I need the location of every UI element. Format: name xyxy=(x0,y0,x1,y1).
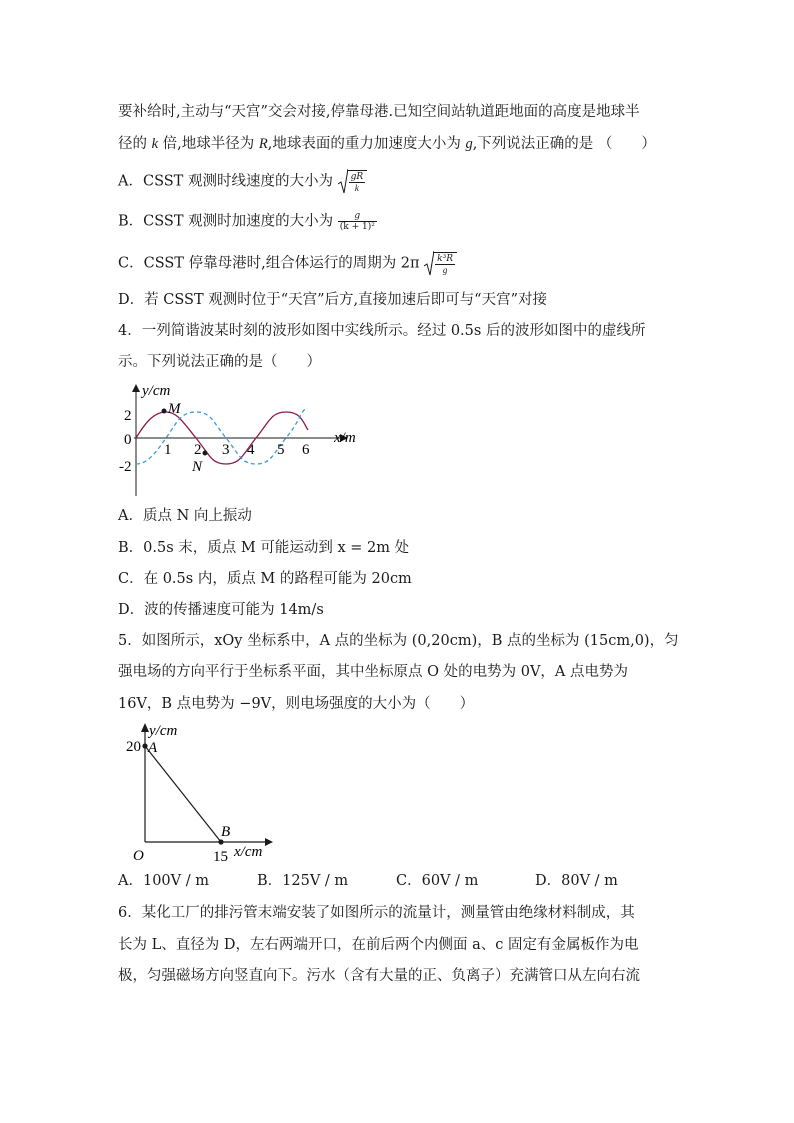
q3-stem-line1: 要补给时,主动与“天宫”交会对接,停靠母港.已知空间站轨道距地面的高度是地球半 xyxy=(118,104,640,120)
y-axis-arrow xyxy=(141,723,149,732)
q6-line2: 长为 L、直径为 D，左右两端开口，在前后两个内侧面 a、c 固定有金属板作为电 xyxy=(118,937,639,953)
x-tick: 1 xyxy=(164,442,172,458)
x-tick: 2 xyxy=(194,442,202,458)
fraction: $\frac{g}{\text{(k + 1)²}}$ xyxy=(339,211,375,232)
q5-option-d: D．80V / m xyxy=(535,873,618,889)
x-tick: 4 xyxy=(247,442,255,458)
x-tick: 5 xyxy=(277,442,285,458)
q4-option-b: B．0.5s 末，质点 M 可能运动到 x = 2m 处 xyxy=(118,540,410,556)
q3-option-a: A．CSST 观测时线速度的大小为 $\frac{gR}{k}$ xyxy=(118,170,367,193)
q3-option-c: C．CSST 停靠母港时,组合体运行的周期为 2π $\frac{\text{k³R}}{g}$ xyxy=(118,252,457,275)
x-tick: 3 xyxy=(222,442,230,458)
q5-option-a: A．100V / m xyxy=(118,873,209,889)
q4-option-a: A．质点 N 向上振动 xyxy=(118,508,252,524)
y-tick: 0 xyxy=(124,432,132,448)
q5-option-b: B．125V / m xyxy=(257,873,349,889)
q4-option-c: C．在 0.5s 内，质点 M 的路程可能为 20cm xyxy=(118,571,412,587)
point-b-label: B xyxy=(221,824,231,840)
y-axis-label: y/cm xyxy=(142,383,171,399)
q5-stem-line3: 16V，B 点电势为 −9V，则电场强度的大小为（ ） xyxy=(118,696,475,712)
point-a xyxy=(142,743,147,748)
y-tick: 20 xyxy=(126,739,141,755)
wave-figure xyxy=(112,380,372,498)
q5-option-c: C．60V / m xyxy=(396,873,479,889)
y-axis-arrow xyxy=(132,384,140,392)
point-n-label: N xyxy=(192,459,203,475)
field-figure xyxy=(115,718,285,868)
x-axis-label: x/m xyxy=(334,430,356,446)
x-axis-label: x/cm xyxy=(234,844,263,860)
q5-stem-line1: 5．如图所示，xOy 坐标系中，A 点的坐标为 (0,20cm)，B 点的坐标为 (15cm,0)，匀 xyxy=(118,633,679,649)
q6-line3: 极，匀强磁场方向竖直向下。污水（含有大量的正、负离子）充满管口从左向右流 xyxy=(118,968,640,984)
segment-ab xyxy=(145,746,221,842)
q6-line1: 6．某化工厂的排污管末端安装了如图所示的流量计，测量管由绝缘材料制成，其 xyxy=(118,905,635,921)
point-a-label: A xyxy=(148,740,158,756)
y-axis-label: y/cm xyxy=(149,723,178,739)
point-b xyxy=(218,839,223,844)
origin-label: O xyxy=(133,848,144,864)
q4-stem-line2: 示。下列说法正确的是（ ） xyxy=(118,354,321,370)
q4-stem-line1: 4．一列简谐波某时刻的波形如图中实线所示。经过 0.5s 后的波形如图中的虚线所 xyxy=(118,323,646,339)
sqrt-expression: $\frac{gR}{k}$ xyxy=(338,170,368,193)
point-m xyxy=(162,409,167,414)
q5-stem-line2: 强电场的方向平行于坐标系平面，其中坐标原点 O 处的电势为 0V，A 点电势为 xyxy=(118,664,628,680)
x-tick: 15 xyxy=(213,849,228,865)
q4-option-d: D．波的传播速度可能为 14m/s xyxy=(118,602,324,618)
sqrt-expression: $\frac{\text{k³R}}{g}$ xyxy=(424,252,457,275)
point-n xyxy=(203,451,208,456)
q3-option-b: B．CSST 观测时加速度的大小为 $\frac{g}{\text{(k + 1)²}}$ xyxy=(118,211,375,232)
q3-stem-line2: 径的 k 倍,地球半径为 R,地球表面的重力加速度大小为 g,下列说法正确的是 （ ） xyxy=(118,136,656,152)
y-tick: 2 xyxy=(124,408,132,424)
y-tick: -2 xyxy=(119,459,132,475)
q3-option-d: D．若 CSST 观测时位于“天宫”后方,直接加速后即可与“天宫”对接 xyxy=(118,292,547,308)
x-tick: 6 xyxy=(302,442,310,458)
x-axis-arrow xyxy=(265,838,273,846)
point-m-label: M xyxy=(168,401,181,417)
